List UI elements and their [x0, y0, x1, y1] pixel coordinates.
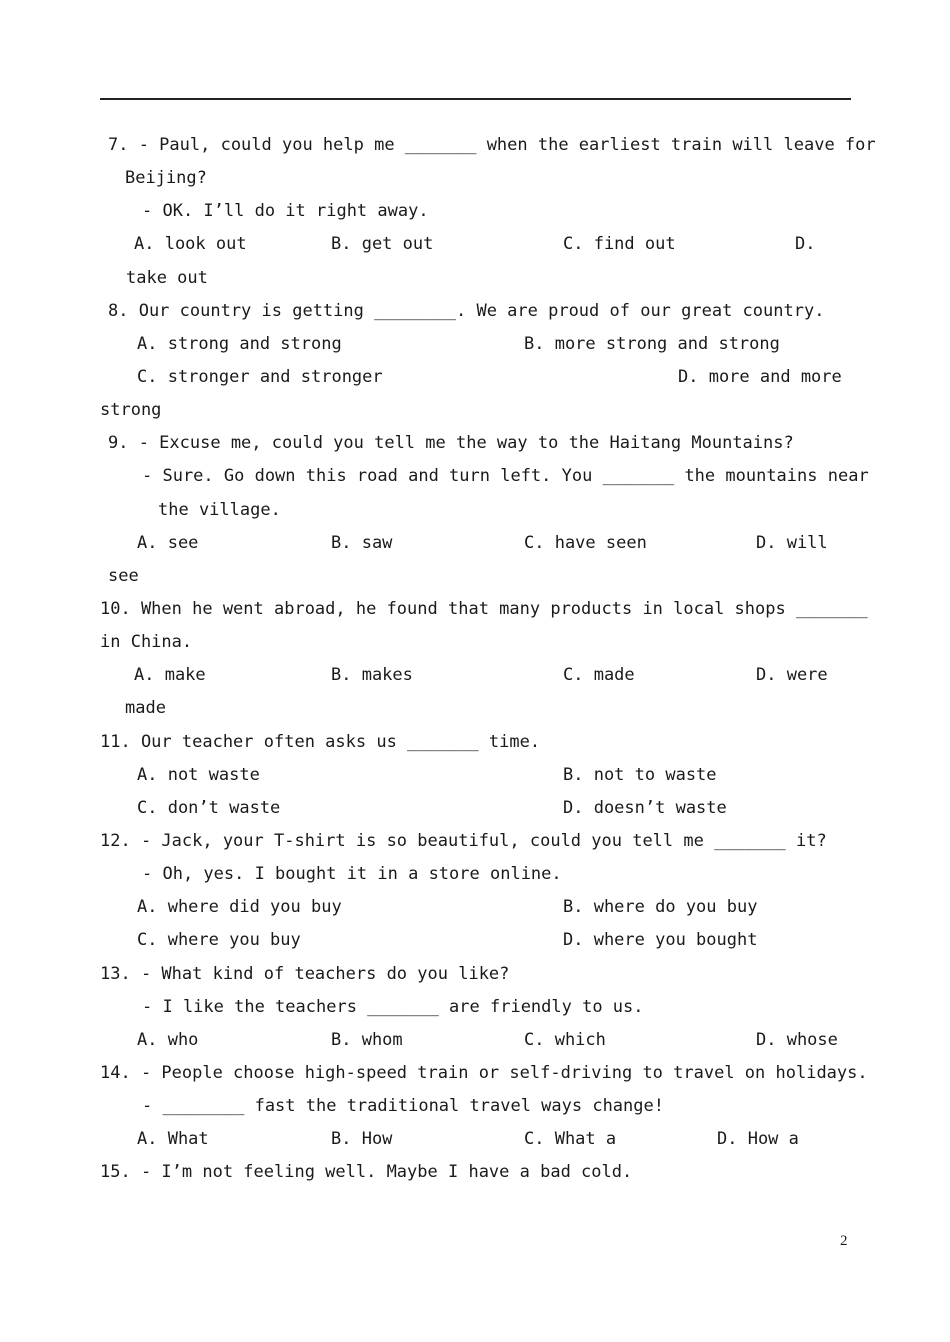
q7-stem: 7. - Paul, could you help me _______ when the earliest train will leave for: [108, 135, 876, 155]
q13-option-c: C. which: [524, 1030, 606, 1050]
q7-option-b: B. get out: [331, 234, 434, 254]
q12-stem: 12. - Jack, your T-shirt is so beautiful, could you tell me _______ it?: [100, 831, 827, 851]
q14-reply: - ________ fast the traditional travel ways change!: [142, 1096, 664, 1116]
q12-option-c: C. where you buy: [137, 930, 301, 950]
q7-option-d: D.: [795, 234, 816, 254]
q7-stem-cont: Beijing?: [125, 168, 207, 188]
q12-option-d: D. where you bought: [563, 930, 758, 950]
q7-reply: - OK. I’ll do it right away.: [142, 201, 429, 221]
q8-option-a: A. strong and strong: [137, 334, 342, 354]
q14-option-a: A. What: [137, 1129, 209, 1149]
q10-option-a: A. make: [134, 665, 206, 685]
q10-option-d: D. were: [756, 665, 828, 685]
q13-reply: - I like the teachers _______ are friendly to us.: [142, 997, 644, 1017]
q9-reply: - Sure. Go down this road and turn left. You _______ the mountains near: [142, 466, 869, 486]
q9-stem: 9. - Excuse me, could you tell me the way to the Haitang Mountains?: [108, 433, 794, 453]
q8-option-d-cont: strong: [100, 400, 162, 420]
header-rule: [100, 98, 851, 100]
q13-option-d: D. whose: [756, 1030, 838, 1050]
q12-option-a: A. where did you buy: [137, 897, 342, 917]
q10-stem: 10. When he went abroad, he found that many products in local shops _______: [100, 599, 868, 619]
q10-option-d-cont: made: [125, 698, 166, 718]
q8-option-d: D. more and more: [678, 367, 842, 387]
q8-stem: 8. Our country is getting ________. We are proud of our great country.: [108, 301, 825, 321]
q9-option-d: D. will: [756, 533, 828, 553]
q11-stem: 11. Our teacher often asks us _______ time.: [100, 732, 541, 752]
q13-option-a: A. who: [137, 1030, 199, 1050]
q8-option-b: B. more strong and strong: [524, 334, 780, 354]
q14-option-c: C. What a: [524, 1129, 617, 1149]
q9-option-b: B. saw: [331, 533, 393, 553]
q9-reply-cont: the village.: [158, 500, 281, 520]
q12-reply: - Oh, yes. I bought it in a store online.: [142, 864, 562, 884]
q9-option-c: C. have seen: [524, 533, 647, 553]
q7-option-d-cont: take out: [126, 268, 208, 288]
q10-stem-cont: in China.: [100, 632, 193, 652]
q14-stem: 14. - People choose high-speed train or self-driving to travel on holidays.: [100, 1063, 868, 1083]
q9-option-a: A. see: [137, 533, 199, 553]
q10-option-b: B. makes: [331, 665, 413, 685]
q14-option-d: D. How a: [717, 1129, 799, 1149]
q15-stem: 15. - I’m not feeling well. Maybe I have a bad cold.: [100, 1162, 633, 1182]
q13-stem: 13. - What kind of teachers do you like?: [100, 964, 510, 984]
q13-option-b: B. whom: [331, 1030, 403, 1050]
q7-option-c: C. find out: [563, 234, 676, 254]
q8-option-c: C. stronger and stronger: [137, 367, 383, 387]
q11-option-a: A. not waste: [137, 765, 260, 785]
q11-option-d: D. doesn’t waste: [563, 798, 727, 818]
q11-option-c: C. don’t waste: [137, 798, 281, 818]
q7-option-a: A. look out: [134, 234, 247, 254]
q10-option-c: C. made: [563, 665, 635, 685]
q14-option-b: B. How: [331, 1129, 393, 1149]
q9-option-d-cont: see: [108, 566, 139, 586]
q12-option-b: B. where do you buy: [563, 897, 758, 917]
page-number: 2: [840, 1233, 848, 1249]
q11-option-b: B. not to waste: [563, 765, 717, 785]
